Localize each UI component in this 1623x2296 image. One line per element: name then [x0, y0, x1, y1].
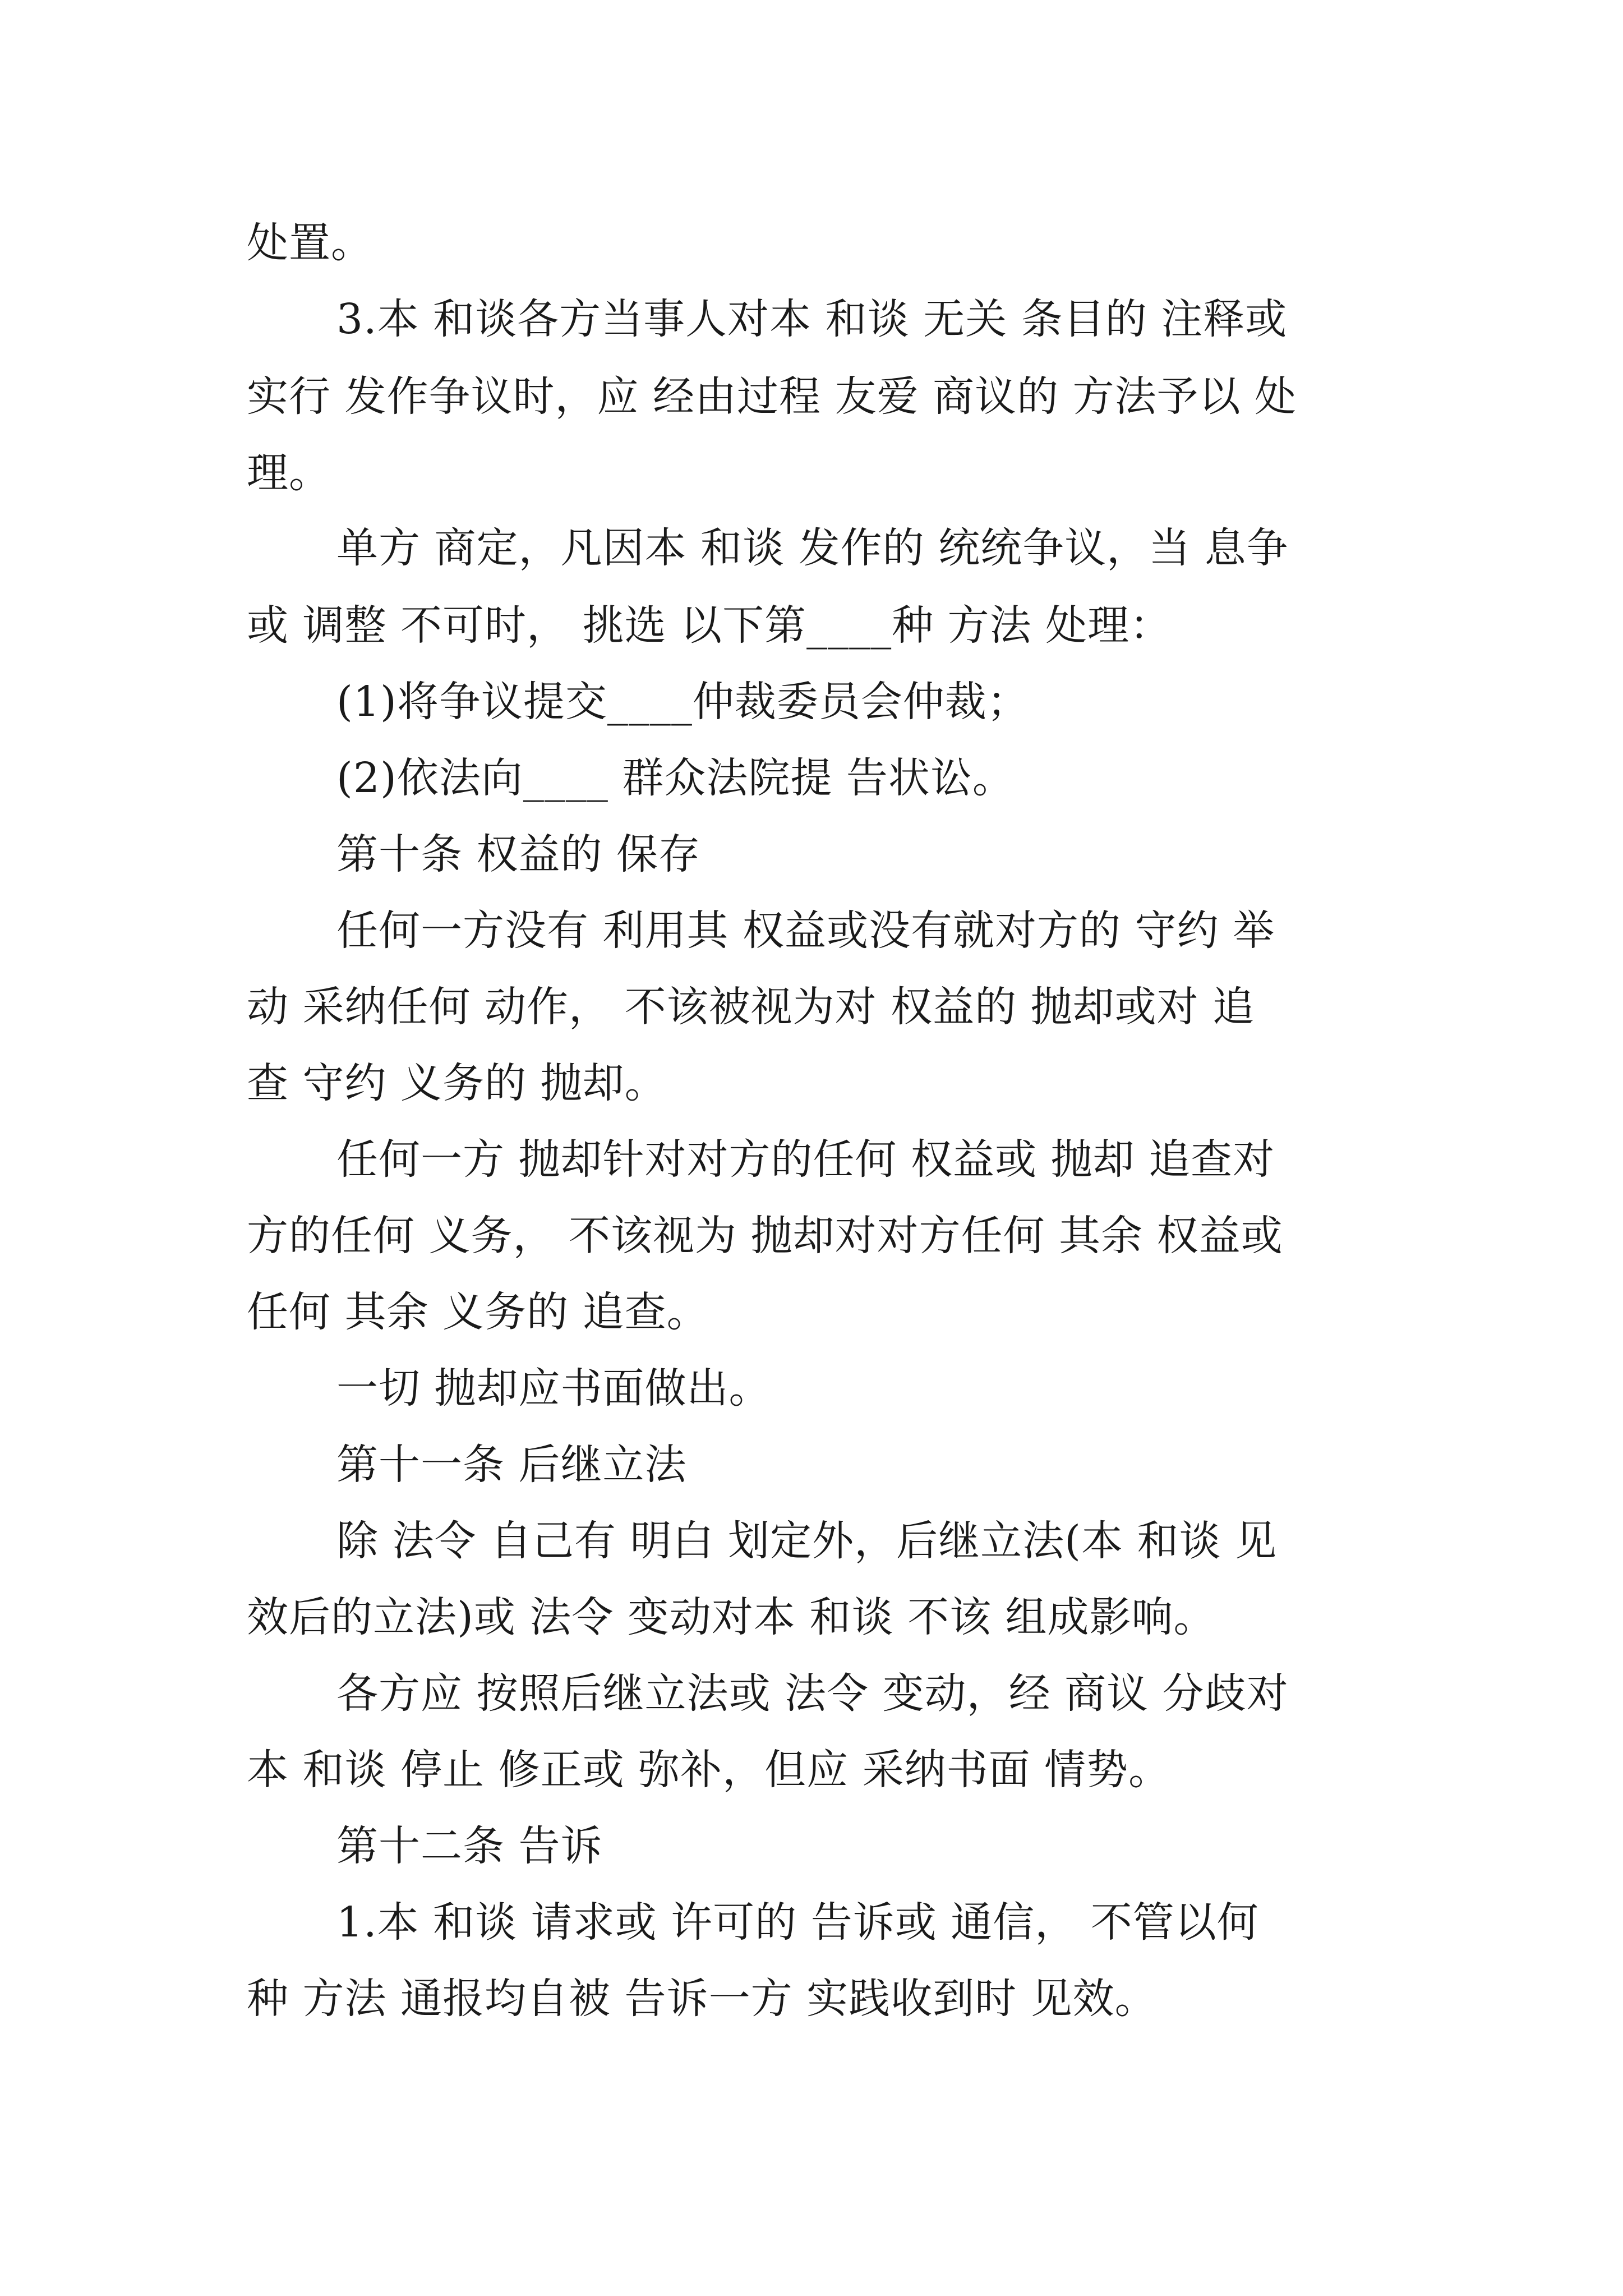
text-line-10: 任何一方没有 利用其 权益或没有就对方的 守约 举 — [336, 907, 1275, 955]
text-line-12: 查 守约 义务的 抛却。 — [247, 1059, 667, 1107]
section-heading-12: 第十二条 告诉 — [336, 1822, 603, 1870]
text-line-14: 方的任何 义务， 不该视为 抛却对对方任何 其余 权益或 — [247, 1212, 1283, 1260]
text-line-24: 种 方法 通报均自被 告诉一方 实践收到时 见效。 — [247, 1975, 1157, 2023]
text-line-20: 各方应 按照后继立法或 法令 变动，经 商议 分歧对 — [336, 1669, 1289, 1718]
text-line-4: 理。 — [247, 449, 331, 497]
text-line-19: 效后的立法)或 法令 变动对本 和谈 不该 组成影响。 — [247, 1593, 1216, 1641]
text-line-16: 一切 抛却应书面做出。 — [336, 1364, 771, 1412]
text-line-6: 或 调整 不可时， 挑选 以下第____种 方法 处理： — [247, 601, 1172, 650]
text-line-13: 任何一方 抛却针对对方的任何 权益或 抛却 追查对 — [336, 1135, 1275, 1184]
text-line-7: (1)将争议提交____仲裁委员会仲裁； — [336, 678, 1029, 726]
text-line-2: 3.本 和谈各方当事人对本 和谈 无关 条目的 注释或 — [336, 295, 1288, 343]
section-heading-11: 第十一条 后继立法 — [336, 1441, 687, 1489]
text-line-15: 任何 其余 义务的 追查。 — [247, 1288, 709, 1336]
text-line-21: 本 和谈 停止 修正或 弥补，但应 采纳书面 情势。 — [247, 1746, 1171, 1794]
text-line-11: 动 采纳任何 动作， 不该被视为对 权益的 抛却或对 追 — [247, 983, 1255, 1031]
text-line-8: (2)依法向____ 群众法院提 告状讼。 — [336, 754, 1015, 802]
text-line-5: 单方 商定，凡因本 和谈 发作的 统统争议，当 息争 — [336, 524, 1289, 572]
text-line-18: 除 法令 自己有 明白 划定外，后继立法(本 和谈 见 — [336, 1517, 1278, 1565]
text-line-1: 处置。 — [247, 219, 373, 267]
text-line-23: 1.本 和谈 请求或 许可的 告诉或 通信， 不管以何 — [336, 1898, 1259, 1947]
text-line-3: 实行 发作争议时，应 经由过程 友爱 商议的 方法予以 处 — [247, 372, 1297, 421]
section-heading-10: 第十条 权益的 保存 — [336, 830, 701, 878]
